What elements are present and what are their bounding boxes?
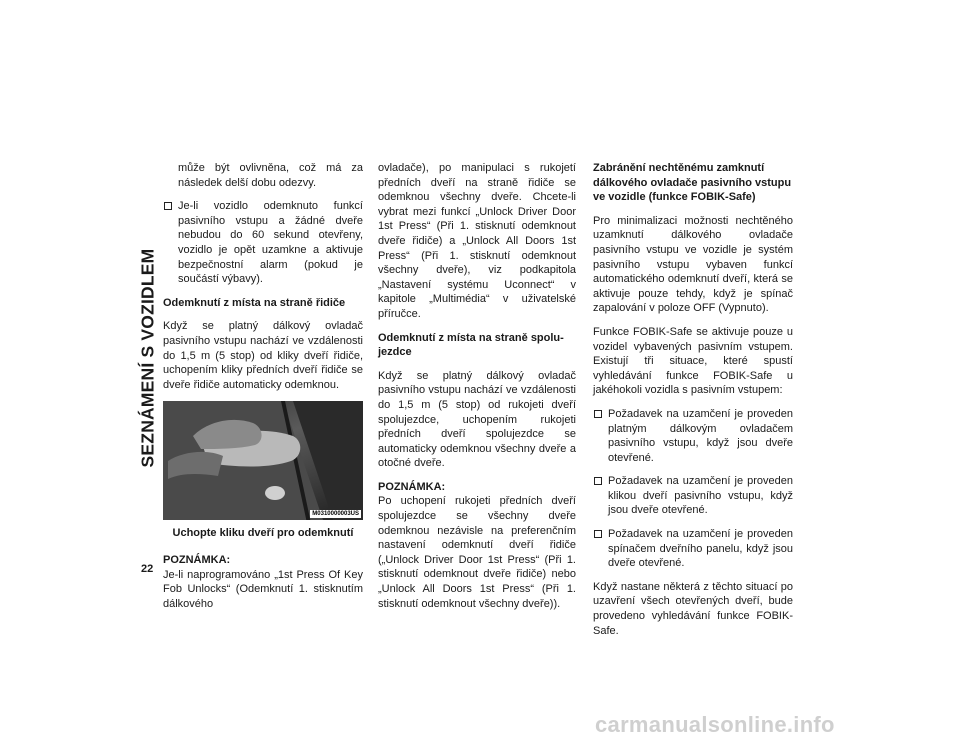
paragraph: Pro minimalizaci možnosti nechtěného uzamknutí dálkového ovladače pasivního vstupu ve vozidle je systém pasivního vstupu vybaven funkcí automatického odemknutí dveří, která se aktivuje pouze tehdy, když je spínač zapalování v poloze OFF (Vypnuto). [593,214,793,315]
section-heading: Zabránění nechtěnému zamknutí dálkového ovladače pasivního vstupu ve vozidle (funkce FOBIK-Safe) [593,162,792,204]
chapter-title: SEZNÁMENÍ S VOZIDLEM [137,248,158,468]
bullet-text: Je-li vozidlo odemknuto funkcí pasivního vstupu a žádné dveře nebudou do 60 sekund otevřeny, vozidlo je opět uzamkne a aktivuje bezpečnostní alarm (pokud je součástí výbavy). [178,200,363,286]
checkbox-bullet-icon [594,530,602,538]
figure-reference-code: M0310000003US [312,511,359,518]
bullet-text: Požadavek na uzamčení je proveden klikou dveří pasivního vstupu, když jsou dveře otevřené. [608,475,793,517]
note-title: POZNÁMKA: [378,480,446,493]
page-number: 22 [141,563,154,575]
bullet-item [163,199,363,287]
paragraph: Když se platný dálkový ovladač pasivního vstupu nachází ve vzdálenosti do 1,5 m (5 stop) od rukojeti dveří spolujezdce, uchopením rukojeti předních dveří spolujezdce se automaticky odemknou všechny dveře a otočné dveře. [378,369,576,470]
bullet-text: Požadavek na uzamčení je proveden spínačem dveřního panelu, když jsou dveře otevřené. [608,528,793,570]
bullet-text: Požadavek na uzamčení je proveden platným dálkovým ovladačem pasivního vstupu, když jsou dveře otevřené. [608,407,793,464]
watermark: carmanualsonline.info [595,712,835,737]
column-3 [593,161,793,647]
bullet-item [593,474,793,518]
paragraph: Funkce FOBIK-Safe se aktivuje pouze u vozidel vybavených pasivním vstupem. Existují tři situace, které spustí vyhledávání funkce FOBIK-Safe u jakéhokoli vozidla s pasivním vstupem: [593,325,793,397]
note-body: Po uchopení rukojeti předních dveří spolujezdce se všechny dveře odemknou nezávisle na preferenčním nastavení odemknutí dveří řidiče („Unlock Driver Door 1st Press“ (Při 1. stisknutí odemknout dveře řidiče) nebo „Unlock All Doors 1st Press“ (Při 1. stisknutí odemknout všechny dveře)). [378,495,576,610]
hand-on-door-handle-illustration [163,401,363,520]
figure-caption: Uchopte kliku dveří pro odemknutí [172,527,354,540]
paragraph: ovladače), po manipulaci s rukojetí předních dveří na straně řidiče se odemknou všechny dveře. Chcete-li vybrat mezi funkcí „Unlock Driver Door 1st Press“ (Při 1. stisknutí odemknout dveře řidiče) a „Unlock All Doors 1st Press“ (Při 1. stisknutí odemknout všechny dveře), viz podkapitola „Nastavení systému Uconnect“ v kapitole „Multimédia“ v uživatelské příručce. [378,162,576,320]
bullet-item [593,527,793,571]
continued-bullet-text: může být ovlivněna, což má za následek delší dobu odezvy. [178,162,363,189]
paragraph: Když nastane některá z těchto situací po uzavření všech otevřených dveří, bude provedeno vyhledávání funkce FOBIK-Safe. [593,580,793,637]
checkbox-bullet-icon [594,410,602,418]
column-2 [378,161,576,620]
section-heading: Odemknutí z místa na straně řidiče [163,296,346,309]
note-title: POZNÁMKA: [163,553,231,566]
chapter-sidebar [135,168,161,548]
door-handle-figure [163,401,363,520]
checkbox-bullet-icon [164,202,172,210]
bullet-item [593,407,793,465]
note-body: Je-li naprogramováno „1st Press Of Key Fob Unlocks“ (Odemknutí 1. stisknutím dálkového [163,568,363,610]
checkbox-bullet-icon [594,477,602,485]
section-heading: Odemknutí z místa na straně spolujezdce [378,331,564,359]
paragraph: Když se platný dálkový ovladač pasivního vstupu nachází ve vzdálenosti do 1,5 m (5 stop) od kliky dveří řidiče, uchopením kliky předních dveří řidiče se dveře řidiče automaticky odemknou. [163,320,363,391]
column-1 [163,161,363,620]
